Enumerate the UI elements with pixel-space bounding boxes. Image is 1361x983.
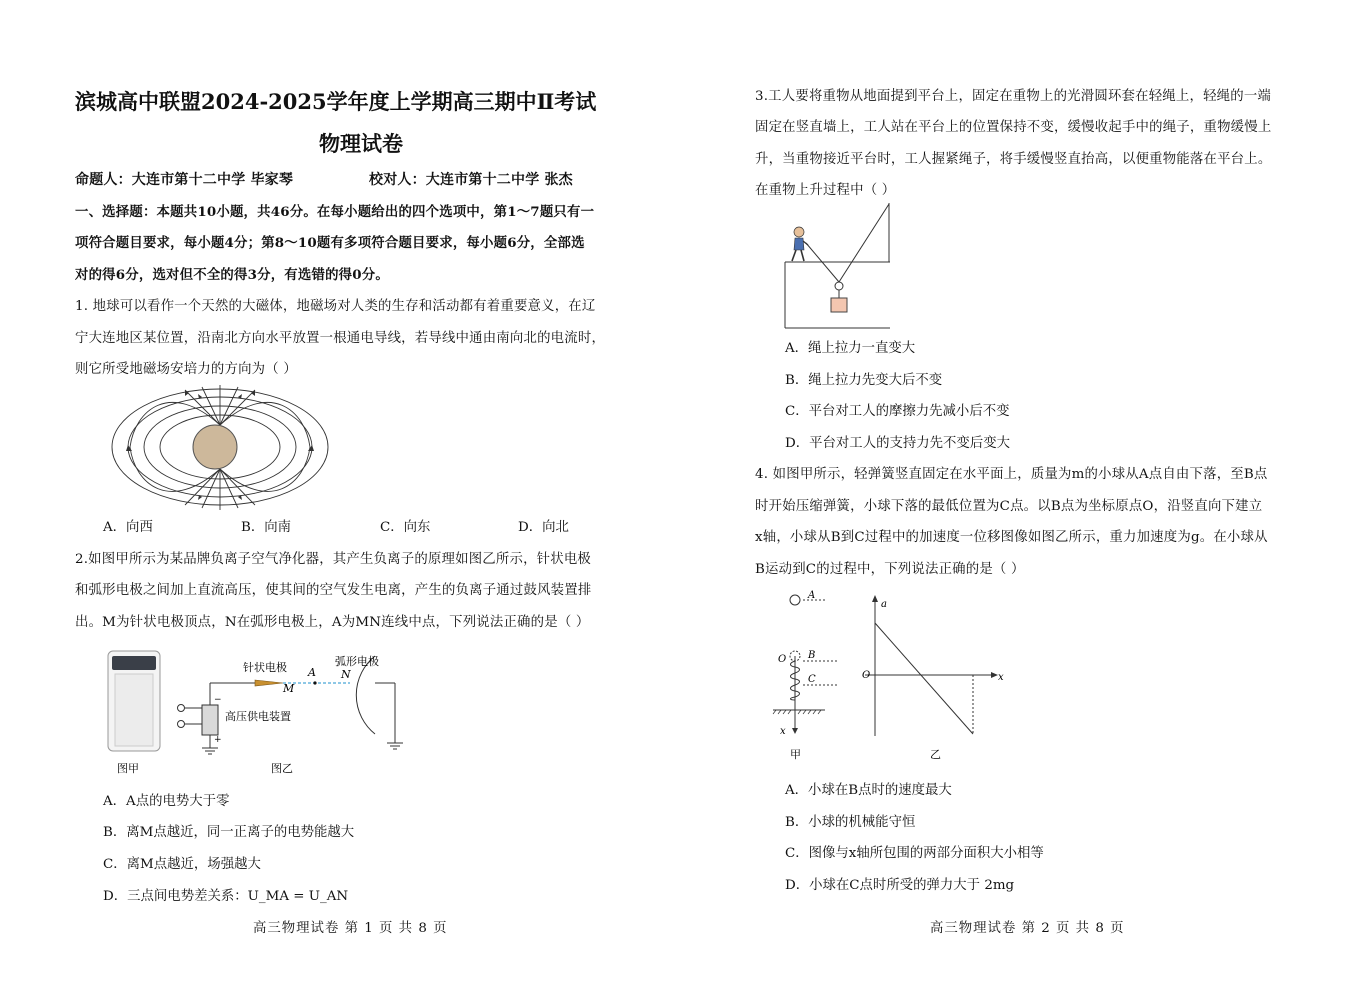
- q1-option-a[interactable]: A．向西: [103, 520, 153, 535]
- label-x-spring: x: [780, 726, 786, 737]
- q1-line-2: 宁大连地区某位置，沿南北方向水平放置一根通电导线，若导线中通由南向北的电流时，: [75, 331, 606, 346]
- checker-line: 校对人：大连市第十二中学 张杰: [369, 172, 573, 188]
- q4-option-d[interactable]: D．小球在C点时所受的弹力大于 2mg: [785, 878, 1015, 893]
- arc-electrode-label: 弧形电极: [335, 655, 379, 668]
- earth-magnetic-field-figure: [110, 385, 330, 510]
- q4-line-1: 4. 如图甲所示，轻弹簧竖直固定在水平面上，质量为m的小球从A点自由下落，至B点: [755, 467, 1268, 482]
- needle-electrode-label: 针状电极: [243, 661, 287, 674]
- axis-x-label: x: [998, 672, 1004, 683]
- q2-line-2: 和弧形电极之间加上直流高压，使其间的空气发生电离，产生的负离子通过鼓风装置排: [75, 583, 592, 598]
- page-2-footer: 高三物理试卷 第 2 页 共 8 页: [930, 921, 1125, 936]
- setter-line: 命题人：大连市第十二中学 毕家琴: [75, 172, 294, 188]
- air-purifier-figure: [105, 648, 405, 778]
- q4-line-4: B运动到C的过程中，下列说法正确的是（ ）: [755, 562, 1025, 577]
- q2-option-a[interactable]: A．A点的电势大于零: [103, 794, 230, 809]
- label-b: B: [808, 650, 816, 661]
- q3-line-4: 在重物上升过程中（ ）: [755, 183, 896, 198]
- axis-a-label: a: [881, 599, 887, 610]
- section-instruction-1: 一、选择题：本题共10小题，共46分。在每小题给出的四个选项中，第1～7题只有一: [75, 204, 595, 220]
- q3-option-a[interactable]: A．绳上拉力一直变大: [785, 341, 916, 356]
- q1-option-b[interactable]: B．向南: [241, 520, 292, 535]
- caption-yi: 乙: [930, 748, 941, 761]
- q4-line-3: x轴，小球从B到C过程中的加速度一位移图像如图乙所示，重力加速度为g。在小球从: [755, 530, 1268, 545]
- q3-option-d[interactable]: D．平台对工人的支持力先不变后变大: [785, 436, 1010, 451]
- page-1-footer: 高三物理试卷 第 1 页 共 8 页: [253, 921, 448, 936]
- point-n-label: N: [341, 668, 351, 681]
- q3-line-1: 3.工人要将重物从地面提到平台上，固定在重物上的光滑圆环套在轻绳上，轻绳的一端: [755, 89, 1272, 104]
- label-c: C: [808, 674, 816, 685]
- q2-line-1: 2.如图甲所示为某品牌负离子空气净化器，其产生负离子的原理如图乙所示，针状电极: [75, 552, 592, 567]
- section-instruction-2: 项符合题目要求，每小题4分；第8～10题有多项符合题目要求，每小题6分，全部选: [75, 235, 585, 251]
- q4-option-a[interactable]: A．小球在B点时的速度最大: [785, 783, 952, 798]
- spring-graph-figure: [770, 588, 1030, 766]
- q4-option-b[interactable]: B．小球的机械能守恒: [785, 815, 916, 830]
- page-1: [75, 0, 610, 983]
- q4-line-2: 时开始压缩弹簧，小球下落的最低位置为C点。以B点为坐标原点O，沿竖直向下建立: [755, 499, 1263, 514]
- point-a-label: A: [308, 666, 316, 679]
- q2-option-b[interactable]: B．离M点越近，同一正离子的电势能越大: [103, 825, 355, 840]
- q1-line-3: 则它所受地磁场安培力的方向为（ ）: [75, 362, 297, 377]
- point-m-label: M: [283, 682, 295, 695]
- section-instruction-3: 对的得6分，选对但不全的得3分，有选错的得0分。: [75, 267, 389, 283]
- page-2: [755, 0, 1295, 983]
- q3-option-c[interactable]: C．平台对工人的摩擦力先减小后不变: [785, 404, 1010, 419]
- minus-sign: −: [214, 695, 222, 705]
- label-a: A: [808, 590, 816, 601]
- q2-option-d[interactable]: D．三点间电势差关系：U_MA = U_AN: [103, 889, 349, 904]
- q1-option-c[interactable]: C．向东: [380, 520, 431, 535]
- q2-option-c[interactable]: C．离M点越近，场强越大: [103, 857, 261, 872]
- q1-line-1: 1. 地球可以看作一个天然的大磁体，地磁场对人类的生存和活动都有着重要意义，在辽: [75, 299, 596, 314]
- caption-jia: 甲: [790, 748, 801, 761]
- q1-option-d[interactable]: D．向北: [518, 520, 569, 535]
- caption-fig-b: 图乙: [271, 762, 293, 775]
- origin-label: O: [862, 670, 871, 681]
- worker-pulley-figure: [783, 200, 893, 330]
- q3-line-3: 升，当重物接近平台时，工人握紧绳子，将手缓慢竖直抬高，以便重物能落在平台上。: [755, 152, 1272, 167]
- q4-option-c[interactable]: C．图像与x轴所包围的两部分面积大小相等: [785, 846, 1044, 861]
- q2-line-3: 出。M为针状电极顶点，N在弧形电极上，A为MN连线中点，下列说法正确的是（ ）: [75, 615, 590, 630]
- caption-fig-a: 图甲: [117, 762, 139, 775]
- q3-option-b[interactable]: B．绳上拉力先变大后不变: [785, 373, 943, 388]
- exam-subtitle: 物理试卷: [319, 131, 403, 156]
- supply-label: 高压供电装置: [225, 710, 291, 723]
- plus-sign: +: [214, 735, 222, 745]
- q3-line-2: 固定在竖直墙上，工人站在平台上的位置保持不变，缓慢收起手中的绳子，重物缓慢上: [755, 120, 1272, 135]
- exam-title: 滨城高中联盟2024-2025学年度上学期高三期中Ⅱ考试: [75, 89, 597, 114]
- label-o-spring: O: [778, 654, 787, 665]
